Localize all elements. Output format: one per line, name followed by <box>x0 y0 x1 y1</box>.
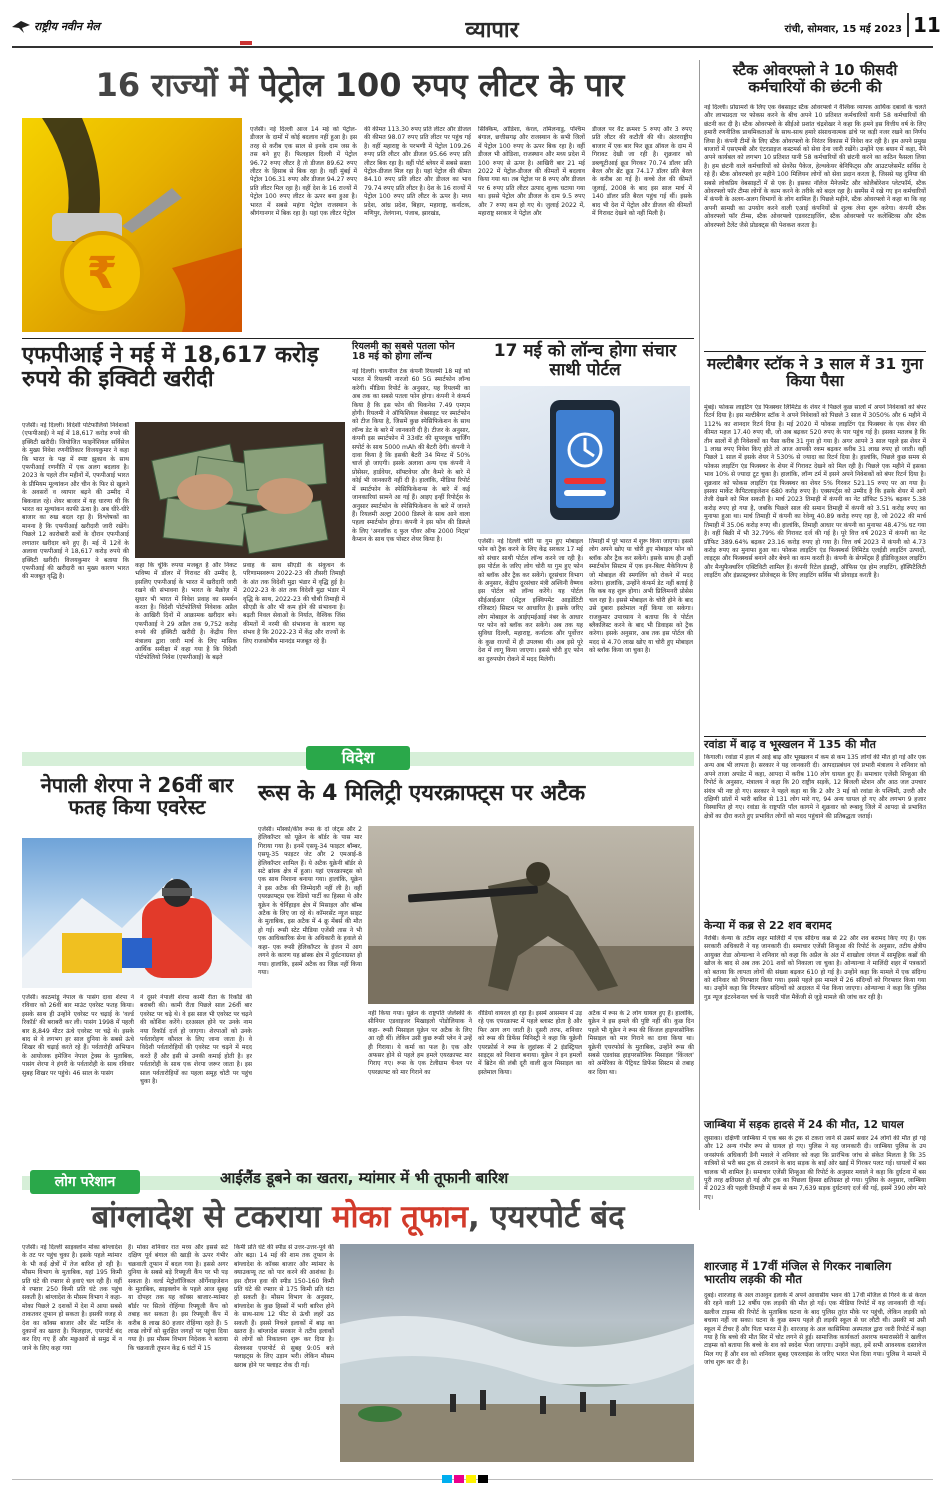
nepali-headline: नेपाली शेरपा ने 26वीं बार फतह किया एवरेस्ट <box>40 773 234 819</box>
svg-text:₹: ₹ <box>86 248 118 299</box>
sanchar-col-1: एजेंसी। नई दिल्ली चोरी या गुम हुए मोबाइल फोन को ट्रैक करने के लिए केंद्र सरकार 17 मई को संचार साथी पोर्टल लॉन्च करने जा रही है। इस पोर्टल के जरिए लोग चोरी या गुम हुए फोन को ब्लॉक और ट्रैक कर सकेंगे। दूरसंचार विभाग के अनुसार, केंद्रीय दूरसंचार मंत्री अश्विनी वैष्णव इस पोर्टल को लॉन्च करेंगे। यह पोर्टल सीईआईआर (सेंट्रल इक्विपमेंट आइडेंटिटी रजिस्टर) सिस्टम पर आधारित है। इसके जरिए लोग मोबाइल के आईएमईआई नंबर के आधार पर फोन को ब्लॉक कर सकेंगे। अब तक यह सुविधा दिल्ली, महाराष्ट्र, कर्नाटक और पूर्वोत्तर के कुछ राज्यों में ही उपलब्ध थी। अब इसे पूरे देश में लागू किया जाएगा। इससे चोरी हुए फोन का दुरुपयोग रोकने में मदद मिलेगी। <box>478 538 583 663</box>
masthead <box>12 8 941 48</box>
paper-name: राष्ट्रीय नवीन मेल <box>34 20 100 33</box>
zambia-headline: जाम्बिया में सड़क हादसे में 24 की मौत, 12 घायल <box>704 1119 904 1131</box>
multibagger-body: मुंबई। फोकस लाइटिंग एंड फिक्स्चर लिमिटेड के शेयर ने पिछले कुछ सालों में अपने निवेशकों को बंपर रिटर्न दिया है। इस मल्टीबैगर स्टॉक ने अपने निवेशकों को पिछले 3 साल में 3050% और 6 महीने में 112% का शानदार रिटर्न दिया है। मई 2020 में फोकस लाइटिंग एंड फिक्स्चर के एक शेयर की कीमत महज 17.40 रुपए थी, जो अब बढ़कर 520 रुपए के पार पहुंच गई है। इसका मतलब है कि तीन सालों में ही निवेशकों का पैसा करीब 31 गुना हो गया है। अगर आपने 3 साल पहले इस शेयर में 1 लाख रुपए निवेश किए होते तो आज आपकी रकम बढ़कर करीब 31 लाख रुपए हो जाती। वहीं पिछले 1 साल में इसके शेयर ने 530% से ज्यादा का रिटर्न दिया है। हालांकि, पिछले कुछ समय से फोकस लाइटिंग एंड फिक्स्चर के शेयर में गिरावट देखने को मिल रही है। पिछले एक महीने में इसका भाव 10% से ज्यादा टूट चुका है। हालांकि, लॉन्ग टर्म में इसने अपने निवेशकों को बंपर रिटर्न दिया है। शुक्रवार को फोकस लाइटिंग एंड फिक्स्चर का शेयर 5% गिरकर 521.15 रुपए पर आ गया है। इसका मार्केट कैपिटलाइजेशन 680 करोड़ रुपए है। एक्सपर्ट्स को उम्मीद है कि इसके शेयर में आगे तेजी देखने को मिल सकती है। मार्च 2023 तिमाही में कंपनी का नेट प्रॉफिट 53% बढ़कर 5.38 करोड़ रुपए हो गया है, जबकि पिछले साल की समान तिमाही में कंपनी को 3.51 करोड़ रुपए का मुनाफा हुआ था। मार्च तिमाही में कंपनी का रेवेन्यू 40.89 करोड़ रुपए रहा है, जो 2022 की मार्च तिमाही में 35.06 करोड़ रुपए थी। हालांकि, तिमाही आधार पर कंपनी का मुनाफा 48.47% घट गया है। वहीं बिक्री में भी 32.79% की गिरावट दर्ज की गई है। पूरे वित्त वर्ष 2023 में कंपनी का नेट प्रॉफिट 389.64% बढ़कर 23.16 करोड़ रुपए हो गया है। वित्त वर्ष 2023 में कंपनी को 4.73 करोड़ रुपए का मुनाफा हुआ था। फोकस लाइटिंग एंड फिक्स्चर्स लिमिटेड एलईडी लाइटिंग उत्पादों, लाइट्स और फिक्स्चर्स बनाने और बेचने का काम करती है। कंपनी के सेगमेंट्स हैं इंडिविजुअल लाइटिंग और मैन्युफैक्चरिंग एक्टिविटी शामिल हैं। कंपनी रिटेल इंडस्ट्री, ऑफिस एंड होम लाइटिंग, हॉस्पिटैलिटी लाइटिंग और इंफ्रास्ट्रक्चर प्रोजेक्ट्स के लिए लाइटिंग सर्विस भी प्रोवाइड करती है। <box>704 404 926 580</box>
section-title: व्यापार <box>465 18 519 43</box>
sharjah-body: दुबई। शारजाह के अल ताअवुन इलाके में अपने आवासीय भवन की 17वीं मंजिल से गिरने के से केरल की रहने वाली 12 वर्षीय एक लड़की की मौत हो गई। एक मीडिया रिपोर्ट में यह जानकारी दी गई। खलीज टाइम्स की रिपोर्ट के मुताबिक घटना के बाद पुलिस तुरंत मौके पर पहुंची, लेकिन लड़की को बचाया नहीं जा सका। घटना के कुछ समय पहले ही लड़की स्कूल से घर लौटी थी। उसकी मां उसी स्कूल में टीचर हैं और पिता भारत में हैं। शारजाह के अल कासिमिया अस्पताल द्वारा जारी रिपोर्ट में कहा गया है कि बच्चे की मौत सिर में चोट लगने से हुई। सामाजिक कार्यकर्ता अशरफ थमारास्सेरी ने खलीज टाइम्स को बताया कि बच्चे के शव को स्वदेश भेजा जाएगा। उन्होंने कहा, हमें सभी आवश्यक दस्तावेज मिल गए हैं और शव को शनिवार सुबह एयरलाइंस के जरिए भारत भेज दिया गया। पुलिस ने मामले में जांच शुरू कर दी है। <box>704 1292 926 1367</box>
nepali-col-1: एजेंसी। काठमांडू नेपाल के पासंग दावा शेरपा ने रविवार को 26वीं बार माउंट एवरेस्ट फतह किया। इसके साथ ही उन्होंने एवरेस्ट पर चढ़ाई के 'वर्ल्ड रिकॉर्ड' की बराबरी कर ली। पासंग 1998 में पहली बार 8,849 मीटर ऊंचे एवरेस्ट पर चढ़े थे। इसके बाद से वे लगभग हर साल दुनिया के सबसे ऊंचे शिखर की चढ़ाई करते रहे हैं। पर्वतारोही अभियान के आयोजक इमेजिन नेपाल ट्रेक्स के मुताबिक, पासंग शेरपा ने हंगरी के पर्वतारोही के साथ रविवार सुबह शिखर पर पहुंचे। 46 साल के पासंग <box>22 994 134 1077</box>
petrol-pump-image <box>22 118 242 332</box>
mocha-headline-c: , एयरपोर्ट बंद <box>467 1199 625 1235</box>
zambia-body: लुसाका। दक्षिणी जाम्बिया में एक बस के ट्रक से टकरा जाने से उसमें सवार 24 लोगों की मौत हो गई और 12 अन्य गंभीर रूप से घायल हो गए। पुलिस ने यह जानकारी दी। जाम्बिया पुलिस के उप जनसंपर्क अधिकारी डैनी मवाले ने शनिवार को कहा कि प्रारंभिक जांच से संकेत मिलता है कि 35 यात्रियों से भरी बस ट्रक से टकराने के बाद सड़क के बाईं ओर खाई में गिरकर पलट गई। घायलों में बस चालक भी शामिल है। समाचार एजेंसी शिन्हुआ की रिपोर्ट के अनुसार मवाले ने कहा कि दुर्घटना में बस पूरी तरह क्षतिग्रस्त हो गई और ट्रक का पिछला हिस्सा क्षतिग्रस्त हो गया। पुलिस के अनुसार, जाम्बिया में 2023 की पहली तिमाही में कम से कम 7,639 सड़क दुर्घटनाएं दर्ज की गई, इसमें 390 लोग मारे गए। <box>704 1135 926 1201</box>
petrol-col-4: डीजल पर वैट क्रमशः 5 रुपए और 3 रुपए प्रति लीटर की कटौती की थी। अंतरराष्ट्रीय बाजार में एक बार फिर क्रूड ऑयल के दाम में गिरावट देखी जा रही है। शुक्रवार को डब्ल्यूटीआई क्रूड गिरकर 70.74 डॉलर प्रति बैरल और ब्रेंट क्रूड 74.17 डॉलर प्रति बैरल के करीब आ गई है। कच्चे तेल की कीमतें जुलाई, 2008 के बाद इस साल मार्च में 140 डॉलर प्रति बैरल पहुंच गई थीं। इसके बाद भी देश में पेट्रोल और डीजल की कीमतों में गिरावट देखने को नहीं मिली है। <box>592 126 692 218</box>
column-divider <box>699 60 700 1210</box>
everest-image <box>22 838 252 988</box>
fpi-headline: एफपीआई ने मई में 18,617 करोड़ रुपये की इक्विटी खरीदी <box>22 343 319 393</box>
multibagger-headline: मल्टीबैगर स्टॉक ने 3 साल में 31 गुना किया पैसा <box>707 355 923 391</box>
phone-tracking-image <box>480 386 690 534</box>
petrol-col-3: सिक्किम, ओडिशा, केरल, तमिलनाडु, पश्चिम बंगाल, छत्तीसगढ़ और राजस्थान के सभी जिलों में पेट्रोल 100 रुपए के ऊपर बिक रहा है। वहीं डीजल भी ओडिशा, राजस्थान और मध्य प्रदेश में 100 रुपए से ऊपर है। आखिरी बार 21 मई 2022 में पेट्रोल-डीजल की कीमतों में बदलाव किया गया था। तब पेट्रोल पर 8 रुपए और डीजल पर 6 रुपए प्रति लीटर उत्पाद शुल्क घटाया गया था। इससे पेट्रोल और डीजल के दाम 9.5 रुपए और 7 रुपए कम हो गए थे। जुलाई 2022 में, महाराष्ट्र सरकार ने पेट्रोल और <box>478 126 585 218</box>
realme-headline: रियलमी का सबसे पतला फोन 18 मई को होगा लॉन्च <box>352 341 455 363</box>
petrol-headline-b: पेट्रोल 100 रुपए लीटर के पार <box>259 66 625 104</box>
fpi-col-1: एजेंसी। नई दिल्ली। विदेशी पोर्टफोलियो निवेशकों (एफपीआई) ने मई में 18,617 करोड़ रुपये की इक्विटी खरीदी। जियोजित फाइनेंशियल सर्विसेज के मुख्य निवेश रणनीतिकार विजयकुमार ने कहा कि भारत के पक्ष में स्पष्ट झुकाव के साथ एफपीआई रणनीति में एक अलग बदलाव है। 2023 के पहले तीन महीनों में, एफपीआई भारत के प्रीमियम मूल्यांकन और चीन के फिर से खुलने के अवसरों व व्यापार बढ़ने की उम्मीद में बिकवाल रहे। शेयर बाजार में यह धारणा थी कि भारत का मूल्यांकन काफी ऊंचा है। अब धीरे-धीरे बाजार का रुख बदल रहा है। विश्लेषकों का मानना है कि एफपीआई खरीदारी जारी रखेंगे। पिछले 12 कारोबारी सत्रों के दौरान एफपीआई लगातार खरीदार बने हुए हैं। मई में 12वें के अलावा एफपीआई ने 18,617 करोड़ रुपये की इक्विटी खरीदी। विजयकुमार ने बताया कि एफपीआई की खरीदारी का मुख्य कारण भारत की मजबूत वृद्धि है। <box>22 422 129 581</box>
fpi-col-3: प्रवाह के साथ सीएडी के संकुचन के परिणामस्वरूप 2022-23 की तीसरी तिमाही के अंत तक विदेशी मुद्रा भंडार में वृद्धि हुई है। 2022-23 के अंत तक विदेशी मुद्रा भंडार में वृद्धि के साथ, 2022-23 की चौथी तिमाही में सीएडी के और भी कम होने की संभावना है। बढ़ती निवल सेवाओं के निर्यात, वैश्विक जिंस कीमतों में नरमी की संभावना के कारण यह संभव है कि 2022-23 में केंद्र और राज्यों के लिए राजकोषीय मानदंड मजबूत रहे हैं। <box>243 562 345 645</box>
masthead-accent <box>240 41 252 45</box>
page-number: 11 <box>907 13 933 37</box>
petrol-col-2: की कीमत 113.30 रुपए प्रति लीटर और डीजल की कीमत 98.07 रुपए प्रति लीटर पर पहुंच गई है। वहीं महाराष्ट्र के परभणी में पेट्रोल 109.26 रुपए प्रति लीटर और डीजल 95.66 रुपए प्रति लीटर बिक रहा है। वहीं पोर्ट ब्लेयर में सबसे सस्ता पेट्रोल-डीजल मिल रहा है। यहां पेट्रोल की कीमत 84.10 रुपए प्रति लीटर और डीजल का भाव 79.74 रुपए प्रति लीटर है। देश के 16 राज्यों में पेट्रोल 100 रुपए प्रति लीटर के ऊपर है। मध्य प्रदेश, आंध्र प्रदेश, बिहार, महाराष्ट्र, कर्नाटक, मणिपुर, तेलंगाना, पंजाब, झारखंड, <box>364 126 471 218</box>
mocha-headline-a: बांग्लादेश से टकराया <box>91 1199 332 1235</box>
soldier-image <box>368 826 694 1004</box>
mocha-headline <box>22 1200 694 1234</box>
kenya-headline: केन्या में कब्र से 22 शव बरामद <box>704 919 832 932</box>
realme-body: नई दिल्ली। चायनीज टेक कंपनी रियलमी 18 मई को भारत में रियलमी नारजो 60 5G स्मार्टफोन लॉन्च करेगी। मीडिया रिपोर्ट के अनुसार, यह रियलमी का अब तक का सबसे पतला फोन होगा। कंपनी ने कंफर्म किया है कि इस फोन की थिकनेस 7.49 एमएम होगी। रियलमी ने ऑफिशियल वेबसाइट पर स्मार्टफोन को टीज किया है, जिसमें कुछ स्पेसिफिकेशन के साथ लॉन्च डेट के बारे में जानकारी दी है। टीजर के अनुसार, कंपनी इस स्मार्टफोन में 33वॉट की सुपरवूक चार्जिंग सपोर्ट के साथ 5000 mAh की बैटरी देगी। कंपनी ने दावा किया है कि इसकी बैटरी 34 मिनट में 50% चार्ज हो जाएगी। इसके अलावा अन्य एक कंपनी ने प्रोसेसर, हार्डवेयर, सॉफ्टवेयर और कैमरे के बारे में कोई भी जानकारी नहीं दी है। हालांकि, मीडिया रिपोर्ट में स्मार्टफोन के स्पेसिफिकेशन्स के बारे में कई जानकारियां सामने आ गई हैं। आइए इन्हीं रिपोर्ट्स के अनुसार स्मार्टफोन के स्पेसिफिकेशन के बारे में जानते हैं। रियलमी अल्ट्रा 2000 डिस्प्ले के साथ आने वाला पहला स्मार्टफोन होगा। कंपनी ने इस फोन की डिस्प्ले के लिए 'अनलॉक द फुल पॉवर ऑफ 2000 निट्स' कैप्शन के साथ एक पोस्टर शेयर किया है। <box>352 368 470 544</box>
petrol-col-1: एजेंसी। नई दिल्ली आज 14 मई को पेट्रोल-डीजल के दामों में कोई बदलाव नहीं हुआ है। इस तरह से करीब एक साल से इनके दाम जस के तस बने हुए हैं। फिलहाल दिल्ली में पेट्रोल 96.72 रुपए लीटर है तो डीजल 89.62 रुपए लीटर के हिसाब से बिक रहा है। वहीं मुंबई में पेट्रोल 106.31 रुपए और डीजल 94.27 रुपए प्रति लीटर मिल रहा है। वहीं देश के 16 राज्यों में पेट्रोल 100 रुपए लीटर के ऊपर बना हुआ है। भारत में सबसे महंगा पेट्रोल राजस्थान के श्रीगंगानगर में बिक रहा है। यहां एक लीटर पेट्रोल <box>250 126 357 218</box>
dateline: रांची, सोमवार, 15 मई 2023 <box>784 24 902 35</box>
russia-headline: रूस के 4 मिलिट्री एयरक्राफ्ट्स पर अटैक <box>258 781 586 806</box>
stack-body: नई दिल्ली। प्रोग्रामरों के लिए एक वेबसाइट स्टैक ओवरफ्लो ने वैश्विक व्यापक आर्थिक दबावों के चलते और लाभप्रदता पर फोकस करने के बीच अपने 10 प्रतिशत कर्मचारियों यानी 58 कर्मचारियों की छंटनी कर दी है। स्टैक ओवरफ्लो के सीईओ प्रशांत चंद्रशेखर ने कहा कि हमने इस वित्तीय वर्ष के लिए हमारी रणनीतिक प्राथमिकताओं के साथ-साथ हमारे संसाधनात्मक ढांचे पर कड़ी नजर रखने का निर्णय लिया है। कंपनी टीमों के लिए स्टैक ओवरफ्लो के निरंतर विकास में निवेश कर रही है। हम अपने प्रमुख बाजारों में एसएमबी और एंटरप्राइज कस्टमर्स को सेवा देना जारी रखेंगे। उन्होंने एक बयान में कहा, मैंने अपने कार्यबल को लगभग 10 प्रतिशत यानी 58 कर्मचारियों की छंटनी करने का कठिन फैसला लिया है। हम छंटनी वाले कर्मचारियों को सेवरेंस पैकेज, हेल्थकेयर बेनिफिट्स और आउटप्लेसमेंट सर्विस दे रहे हैं। स्टैक ओवरफ्लो हर महीने 100 मिलियन लोगों को सेवा प्रदान करता है, जिससे यह दुनिया की सबसे लोकप्रिय वेबसाइटों में से एक है। इसका नॉलेज मैनेजमेंट और कोलैबोरेशन प्लेटफॉर्म, स्टैक ओवरफ्लो फॉर टीम्स लोगों के काम करने के तरीके को बदल रहा है। सस्पेंस में रखे गए इन कर्मचारियों में कंपनी के अलग-अलग विभागों के लोग शामिल हैं। पिछले महीने, स्टैक ओवरफ्लो ने कहा था कि वह अपनी सामग्री का उपयोग करने वाली एआई कंपनियों से शुल्क लेना शुरू करेगा। कंपनी स्टैक ओवरफ्लो फॉर टीम्स, स्टैक ओवरफ्लो एडवरटाइजिंग, स्टैक ओवरफ्लो पर कलेक्टिव्स और स्टैक ओवरफ्लो टैलेंट जैसे प्रोडक्ट्स की पेशकश करता है। <box>704 104 926 229</box>
sanchar-headline: 17 मई को लॉन्च होगा संचार साथी पोर्टल <box>493 341 677 380</box>
sanchar-col-2: तिमाही में पूरे भारत में शुरू किया जाएगा। इससे लोग अपने खोए या चोरी हुए मोबाइल फोन को ब्लॉक और ट्रैक कर सकेंगे। इसके साथ ही उन्हीं स्मार्टफोन सिस्टम में एक इन-बिल्ट मैकेनिज्म है जो मोबाइल की स्मगलिंग को रोकने में मदद करेगा। हालांकि, उन्होंने कंफर्म डेट नहीं बताई है कि कब यह शुरू होगा। अभी प्रिलिमनरी प्रोसेस चल रहा है। इससे मोबाइल के चोरी होने के बाद उसे दुबारा इस्तेमाल नहीं किया जा सकेगा। राजकुमार उपाध्याय ने बताया कि ये पोर्टल ब्लैकलिस्ट करने के बाद भी डिवाइस को ट्रैक करेगा। इसके अनुसार, अब तक इस पोर्टल की मदद से 4.70 लाख खोए या चोरी हुए मोबाइल को ब्लॉक किया जा चुका है। <box>589 538 693 655</box>
rwanda-body: किगाली। रवांडा में हाल में आई बाढ़ और भूस्खलन में कम से कम 135 लोगों की मौत हो गई और एक अन्य अब भी लापता है। सरकार ने यह जानकारी दी। आपदाप्रबंधन एवं प्रभारी मंत्रालय ने शनिवार को अपने ताजा अपडेट में कहा, आपदा में करीब 110 लोग घायल हुए हैं। समाचार एजेंसी शिन्हुआ की रिपोर्ट के अनुसार, मंत्रालय ने कहा कि 20 राष्ट्रीय सड़कें, 12 बिजली स्टेशन और आठ जल उपचार संयंत्र भी नष्ट हो गए। सरकार ने पहले कहा था कि 2 और 3 मई को रवांडा के पश्चिमी, उत्तरी और दक्षिणी प्रांतों में भारी बारिश से 131 लोग मारे गए, 94 अन्य घायल हो गए और लगभग 9 हजार विस्थापित हो गए। रवांडा के राष्ट्रपति पॉल कागमे ने शुक्रवार को रूबावु जिले में आपदा से प्रभावित क्षेत्रों का दौरा करते हुए प्रभावित लोगों को मदद पहुंचाने की प्रतिबद्धता जताई। <box>704 754 926 820</box>
kenya-body: नैरोबी। केन्या के तटीय शहर मालिंदी में एक संदिग्ध कब्र से 22 और शव बरामद किए गए हैं। एक सरकारी अधिकारी ने यह जानकारी दी। समाचार एजेंसी शिन्हुआ की रिपोर्ट के अनुसार, तटीय क्षेत्रीय आयुक्त रोडा ओन्यान्चा ने शनिवार को कहा कि अप्रैल के अंत में शाखोला जंगल में सामूहिक कब्रों की खोज के बाद से अब तक 201 शवों को निकाला जा चुका है। ओन्यान्चा ने मालिंदी शहर में पत्रकारों को बताया कि लापता लोगों की संख्या बढ़कर 610 हो गई है। उन्होंने कहा कि मामले में एक संदिग्ध को शनिवार को गिरफ्तार किया गया। इससे पहले इस मामले में 26 संदिग्धों को गिरफ्तार किया गया था। उन्होंने कहा कि गिरफ्तार संदिग्धों को अदालत में पेश किया जाएगा। ओन्यान्चा ने कहा कि पुलिस गुड न्यूज इंटरनेशनल चर्च के पादरी पॉल मैकेंजी से जुड़े मामले की जांच कर रही है। <box>704 935 926 1001</box>
bird-logo-icon <box>12 18 30 30</box>
log-subhead: आईलैंड डूबने का खतरा, म्यांमार में भी तूफानी बारिश <box>220 1169 509 1187</box>
money-counting-image <box>135 422 345 558</box>
russia-col-4: अटैक में रूस के 2 लोग घायल हुए हैं। हालांकि, यूक्रेन ने इस हमले की पुष्टि नहीं की। कुछ दिन पहले भी यूक्रेन ने रूस की किंजल हाइपरसोनिक मिसाइल को मार गिराने का दावा किया था। यूक्रेनी एयरफोर्स के मुताबिक, उन्होंने रूस की सबसे एडवांस्ड हाइपरसोनिक मिसाइल 'किंजल' को अमेरिका के पैट्रियट डिफेंस सिस्टम से तबाह कर दिया था। <box>588 1010 694 1076</box>
russia-col-1: एजेंसी। मॉस्को/कीव रूस के दो जेट्स और 2 हेलिकॉप्टर को यूक्रेन के बॉर्डर के पास मार गिराया गया है। इनमें एसयू-34 फाइटर बॉम्बर, एसयू-35 फाइटर जेट और 2 एमआई-8 हेलिकॉप्टर शामिल हैं। ये अटैक यूक्रेनी बॉर्डर से सटे ब्रांस्क क्षेत्र में हुआ। यहां एयरक्राफ्ट्स को एक साथ निशाना बनाया गया। हालांकि, यूक्रेन ने इस अटैक की जिम्मेदारी नहीं ली है। वहीं एयरक्राफ्ट्स एक रेडियो पार्टी का हिस्सा थे और यूक्रेन के चेर्निहाइव क्षेत्र में मिसाइल और बॉम्ब अटैक के लिए जा रहे थे। कॉमरसेंट न्यूज साइट के मुताबिक, इस अटैक में 4 क्रू मेंबर्स की मौत हो गई। रूसी स्टेट मीडिया एजेंसी तास ने भी एक आधिकारिक सेना के अधिकारी के हवाले से कहा- एक रूसी हेलिकॉप्टर के इंजन में आग लगने के कारण यह ब्रांस्क क्षेत्र में दुर्घटनाग्रस्त हो गया। हालांकि, इसमें अटैक का जिक्र नहीं किया गया। <box>258 826 362 976</box>
fpi-col-2: कहा कि चूंकि रुपया मजबूत है और निकट भविष्य में डॉलर में गिरावट की उम्मीद है, इसलिए एफपीआई के भारत में खरीदारी जारी रखने की संभावना है। भारत के मैक्रोज़ में सुधार भी भारत में निवेश प्रवाह का समर्थन करता है। विदेशी पोर्टफोलियो निवेशक अप्रैल के आखिरी दिनों में आक्रामक खरीदार बने। एफपीआई ने 29 अप्रैल तक 9,752 करोड़ रुपये की इक्विटी खरीदी है। केंद्रीय वित्त मंत्रालय द्वारा जारी मार्च के लिए मासिक आर्थिक समीक्षा में कहा गया है कि विदेशी पोर्टफोलियो निवेश (एफपीआई) के बढ़ते <box>135 562 237 662</box>
russia-col-2: नहीं किया गया। यूक्रेन के राष्ट्रपति जेलेंस्की के सीनियर एडवाइजर मिखाइलो पोडोलियाक ने कहा- रूसी मिसाइल यूक्रेन पर अटैक के लिए आ रही थीं। लेकिन उसी कुछ रूसी प्लेन ने उन्हें ही गिराया। ये कर्मा का फल है। एक और अफसर होने से पहले हम हमले एयरक्राफ्ट मार गिराए गए। रूस के एक टेलीग्राम चैनल पर एयरक्राफ्ट को मार गिराने का <box>368 1010 472 1076</box>
mocha-col-3: किमी प्रति घंटे की स्पीड से उत्तर-उत्तर-पूर्व की ओर बढ़ा। 14 मई की शाम तक तूफान के बांग्लादेश के कॉक्स बाजार और म्यांमार के क्याउकप्यू तट को पार करने की आशंका है। इस दौरान हवा की स्पीड 150-160 किमी प्रति घंटे की रफ्तार से 175 किमी प्रति घंटा हो सकती है। मौसम विभाग के अनुसार, बांग्लादेश के कुछ हिस्सों में भारी बारिश होने के साथ-साथ 12 फीट से ऊंची लहरें उठ सकती हैं। इससे निचले इलाकों में बाढ़ का खतरा है। बांग्लादेश सरकार ने तटीय इलाकों से लोगों को निकालना शुरू कर दिया है। सेलकसा एयरपोर्ट से सुबह 9:05 बजे फ्लाइट्स के लिए उड़ान भरी। लेकिन मौसम खराब होने पर फ्लाइट रोक दी गई। <box>234 1244 334 1369</box>
videsh-label: विदेश <box>306 746 410 770</box>
rwanda-headline: रवांडा में बाढ़ व भूस्खलन में 135 की मौत <box>704 738 876 751</box>
log-label: लोग परेशान <box>30 1170 140 1194</box>
divider-rule <box>22 338 694 339</box>
divider-rule <box>704 351 926 352</box>
cyclone-shore-image <box>340 1244 694 1462</box>
russia-col-3: वीडियो वायरल हो रहा है। इसमें आसमान में उड़ रहे एक एयरक्राफ्ट में पहले ब्लास्ट होता है और फिर आग लग जाती है। दूसरी तरफ, शनिवार को रूस की डिफेंस मिनिस्ट्री ने कहा कि यूक्रेनी एयरफ्रोर्स ने रूस के लुहांस्क में 2 इंडस्ट्रियल साइट्स को निशाना बनाया। यूक्रेन ने इन हमलों में ब्रिटेन की लंबी दूरी वाली क्रूज मिसाइल का इस्तेमाल किया। <box>478 1010 582 1076</box>
mocha-col-2: है। मोका शनिवार रात मध्य और इससे सटे दक्षिण पूर्व बंगाल की खाड़ी के ऊपर गंभीर चक्रवाती तूफान में बदल गया है। इससे अगर दुनिया के सबसे बड़े रिफ्यूजी कैंप पर भी पड़ सकता है। वर्ल्ड मेट्रोलॉजिकल ऑर्गेनाइजेशन के मुताबिक, साइक्लोन के पहले आज सुबह या दोपहर तक यह कॉक्स बाजार-म्यांमार बॉर्डर पर सितवे रोहिंग्या रिफ्यूजी कैंप को तबाह कर सकता है। इस रिफ्यूजी कैंप में करीब 8 लाख 80 हजार रोहिंग्या रहते हैं। 5 लाख लोगों को सुरक्षित जगहों पर पहुंचा दिया गया है। इस मौसम विभाग निदेशक ने बताया कि चक्रवाती तूफान केंद्र 6 घंटों में 15 <box>128 1244 228 1352</box>
mocha-col-1: एजेंसी। नई दिल्ली साइक्लोन मोका बांग्लादेश के तट पर पहुंच चुका है। इसके पहले म्यांमार के भी कई क्षेत्रों में तेज बारिश हो रही है। मौसम विभाग के मुताबिक, यहां 195 किमी प्रति घंटे की रफ्तार से हवाएं चल रही हैं। वहीं ये रफ्तार 250 किमी प्रति घंटे तक पहुंच सकती है। बांग्लादेश के मौसम विभाग ने कहा- मोका पिछले 2 दशकों में देश में आया सबसे ताकतवर तूफान हो सकता है। इसकी वजह से देश का कॉक्स बाजार और सेंट मार्टिन के दुकानों का खतरा है। फिलहाल, एयरपोर्ट बंद कर दिए गए हैं और मछुआरों से समुद्र में न जाने के लिए कहा गया <box>22 1244 122 1352</box>
stack-headline: स्टैक ओवरफ्लो ने 10 फीसदी कर्मचारियों की छंटनी की <box>732 61 898 96</box>
petrol-headline-a: 16 राज्यों में <box>95 66 260 104</box>
petrol-headline <box>40 68 680 103</box>
sharjah-headline: शारजाह में 17वीं मंजिल से गिरकर नाबालिग भारतीय लड़की की मौत <box>704 1259 892 1286</box>
divider-rule <box>704 736 926 737</box>
mocha-headline-b: मोका तूफान <box>331 1199 468 1235</box>
print-registration-bar <box>12 1470 933 1480</box>
nepali-col-2: ने दूसरे नेपाली शेरपा कामी रीता के रिकॉर्ड की बराबरी की। कामी रीता पिछले साल 26वीं बार एवरेस्ट पर चढ़े थे। वे इस साल भी एवरेस्ट पर चढ़ने की कोशिश करेंगे। दरअसल होने पर उनके नाम नया रिकॉर्ड दर्ज हो जाएगा। शेरपाओं को उनके पर्वतारोहण कौशल के लिए जाना जाता है। वे विदेशी पर्वतारोहियों की एवरेस्ट पर चढ़ने में मदद करते हैं और इसी से उनकी कमाई होती है। हर पर्वतारोही के साथ एक शेरपा जरूर जाता है। इस साल पर्वतारोहियों का पहला समूह चोटी पर पहुंच चुका है। <box>140 994 252 1086</box>
